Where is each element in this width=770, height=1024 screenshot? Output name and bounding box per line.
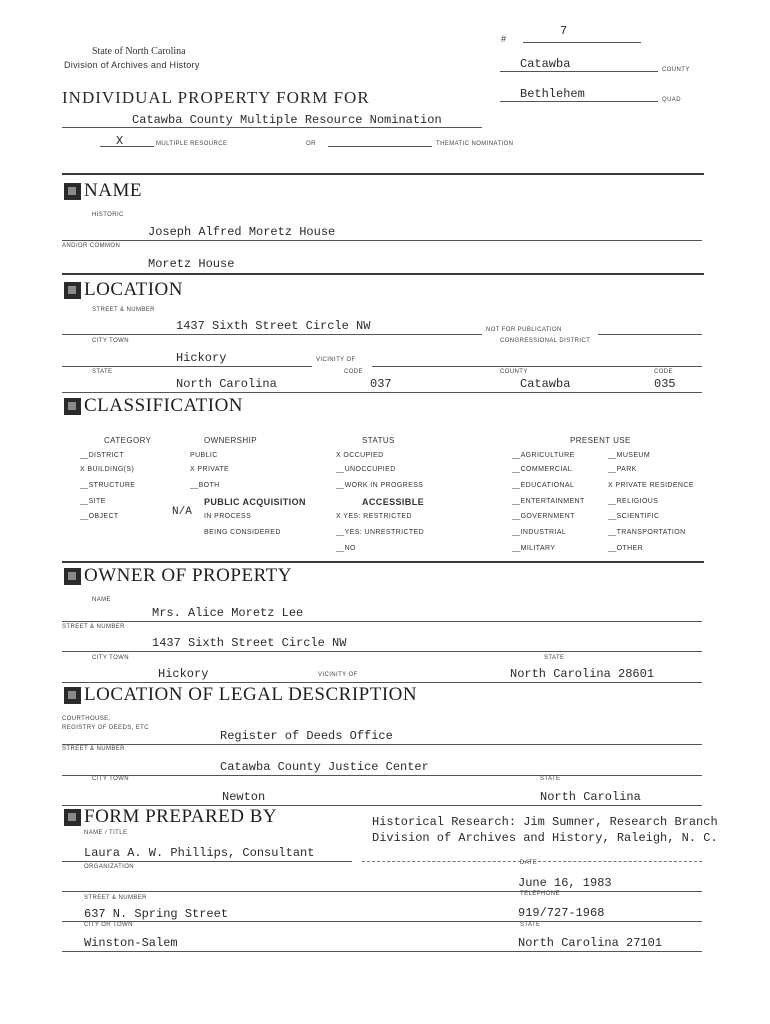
owner-city-label: CITY TOWN (92, 655, 129, 661)
county-label: COUNTY (500, 369, 528, 375)
section-rule (62, 173, 704, 175)
owner-state: North Carolina 28601 (510, 667, 655, 681)
status-item: X OCCUPIED (336, 452, 384, 459)
divider (500, 71, 658, 72)
present-use-item: __ENTERTAINMENT (512, 498, 585, 505)
telephone: 919/727-1968 (518, 906, 605, 920)
present-use-item: __INDUSTRIAL (512, 529, 567, 536)
present-use-item: X PRIVATE RESIDENCE (608, 482, 694, 489)
owner-city: Hickory (158, 667, 209, 681)
divider (62, 392, 702, 393)
divider (62, 921, 702, 922)
vicinity-label: VICINITY OF (316, 357, 356, 363)
classification-section-title: CLASSIFICATION (84, 395, 244, 416)
section-number-icon (64, 687, 81, 704)
county-code: 035 (654, 377, 676, 391)
divider (62, 651, 702, 652)
divider (62, 744, 702, 745)
form-title: INDIVIDUAL PROPERTY FORM FOR (62, 88, 370, 107)
legal-state-label: STATE (540, 776, 561, 782)
research-line-2: Division of Archives and History, Raleigh, N. C. (372, 831, 718, 845)
public-acquisition-item: IN PROCESS (204, 513, 252, 520)
state-label: STATE (92, 369, 113, 375)
courthouse-label: COURTHOUSE, (62, 716, 111, 722)
present-use-item: __MUSEUM (608, 452, 651, 459)
public-acquisition-item: BEING CONSIDERED (204, 529, 281, 536)
divider (372, 366, 702, 367)
divider (598, 334, 702, 335)
name-section-title: NAME (84, 180, 142, 201)
legal-section-title: LOCATION OF LEGAL DESCRIPTION (84, 684, 418, 705)
preparer-name: Laura A. W. Phillips, Consultant (84, 846, 315, 860)
present-use-item: __PARK (608, 466, 637, 473)
location-county: Catawba (520, 377, 571, 391)
ownership-item: __BOTH (190, 482, 220, 489)
legal-city-label: CITY TOWN (92, 776, 129, 782)
quad-label: QUAD (662, 97, 681, 103)
accessible-item: __NO (336, 545, 356, 552)
present-use-item: __SCIENTIFIC (608, 513, 660, 520)
section-number-icon (64, 568, 81, 585)
or-label: OR (306, 141, 316, 147)
legal-street: Catawba County Justice Center (220, 760, 429, 774)
congress-label: CONGRESSIONAL DISTRICT (500, 338, 591, 344)
prepared-city: Winston-Salem (84, 936, 178, 950)
county-label: COUNTY (662, 67, 690, 73)
prepared-section-title: FORM PREPARED BY (84, 806, 278, 827)
street-label: STREET & NUMBER (92, 307, 155, 313)
divider (62, 861, 352, 862)
city-label: CITY TOWN (92, 338, 129, 344)
category-item: __OBJECT (80, 513, 119, 520)
owner-section-title: OWNER OF PROPERTY (84, 565, 292, 586)
owner-state-label: STATE (544, 655, 565, 661)
ownership-label: OWNERSHIP (204, 436, 257, 445)
present-use-item: __COMMERCIAL (512, 466, 573, 473)
legal-city: Newton (222, 790, 266, 804)
prepared-city-label: CITY OR TOWN (84, 922, 133, 928)
present-use-item: __RELIGIOUS (608, 498, 659, 505)
public-acquisition-label: PUBLIC ACQUISITION (204, 497, 306, 507)
section-rule (62, 561, 704, 563)
section-number-icon (64, 398, 81, 415)
owner-street-label: STREET & NUMBER (62, 624, 125, 630)
owner-vicinity-label: VICINITY OF (318, 672, 358, 678)
status-item: __WORK IN PROGRESS (336, 482, 424, 489)
location-section-title: LOCATION (84, 279, 183, 300)
common-name: Moretz House (148, 257, 235, 271)
organization-label: ORGANIZATION (84, 864, 135, 870)
present-use-item: __EDUCATIONAL (512, 482, 575, 489)
divider (523, 42, 641, 43)
prepared-date: June 16, 1983 (518, 876, 612, 890)
accessible-item: X YES: RESTRICTED (336, 513, 412, 520)
form-number: 7 (560, 24, 568, 38)
category-item: __DISTRICT (80, 452, 125, 459)
legal-street-label: STREET & NUMBER (62, 746, 125, 752)
name-title-label: NAME / TITLE (84, 830, 128, 836)
division: Division of Archives and History (64, 60, 200, 70)
common-label: AND/OR COMMON (62, 243, 121, 249)
divider (62, 240, 702, 241)
location-state: North Carolina (176, 377, 277, 391)
header-quad: Bethlehem (520, 87, 585, 101)
divider (62, 366, 312, 367)
state-agency: State of North Carolina (92, 46, 186, 57)
category-item: __SITE (80, 498, 106, 505)
not-for-publication: NOT FOR PUBLICATION (486, 327, 562, 333)
location-street: 1437 Sixth Street Circle NW (176, 319, 371, 333)
present-use-item: __TRANSPORTATION (608, 529, 686, 536)
code-label: CODE (344, 369, 363, 375)
location-city: Hickory (176, 351, 227, 365)
divider (62, 334, 482, 335)
date-label: DATE (520, 860, 538, 866)
section-number-icon (64, 282, 81, 299)
legal-state: North Carolina (540, 790, 641, 804)
ownership-item: PUBLIC (190, 452, 218, 459)
owner-name: Mrs. Alice Moretz Lee (152, 606, 304, 620)
present-use-item: __AGRICULTURE (512, 452, 575, 459)
prepared-street: 637 N. Spring Street (84, 907, 229, 921)
prepared-street-label: STREET & NUMBER (84, 895, 147, 901)
divider (62, 621, 702, 622)
historic-label: HISTORIC (92, 212, 124, 218)
present-use-item: __MILITARY (512, 545, 556, 552)
status-label: STATUS (362, 436, 395, 445)
present-use-item: __OTHER (608, 545, 644, 552)
divider (62, 951, 702, 952)
accessible-item: __YES: UNRESTRICTED (336, 529, 425, 536)
multiple-resource-mark: X (116, 134, 124, 148)
divider (62, 682, 702, 683)
category-label: CATEGORY (104, 436, 152, 445)
status-item: __UNOCCUPIED (336, 466, 396, 473)
section-number-icon (64, 183, 81, 200)
prepared-state: North Carolina 27101 (518, 936, 663, 950)
registry: Register of Deeds Office (220, 729, 393, 743)
multiple-resource-label: MULTIPLE RESOURCE (156, 141, 228, 147)
divider (328, 146, 432, 147)
telephone-label: TELEPHONE (520, 891, 560, 897)
header-county: Catawba (520, 57, 571, 71)
research-line-1: Historical Research: Jim Sumner, Research Branch (372, 815, 718, 829)
divider (62, 775, 702, 776)
county-code-label: CODE (654, 369, 673, 375)
nomination-name: Catawba County Multiple Resource Nomination (132, 113, 442, 127)
registry-label: REGISTRY OF DEEDS, ETC (62, 725, 149, 731)
present-use-item: __GOVERNMENT (512, 513, 575, 520)
owner-street: 1437 Sixth Street Circle NW (152, 636, 347, 650)
present-use-label: PRESENT USE (570, 436, 631, 445)
divider (500, 101, 658, 102)
owner-name-label: NAME (92, 597, 111, 603)
state-code: 037 (370, 377, 392, 391)
divider (62, 127, 482, 128)
form-number-prefix: # (501, 34, 507, 44)
thematic-label: THEMATIC NOMINATION (436, 141, 514, 147)
historic-name: Joseph Alfred Moretz House (148, 225, 336, 239)
prepared-state-label: STATE (520, 922, 541, 928)
section-rule (62, 273, 704, 275)
section-number-icon (64, 809, 81, 826)
divider (100, 146, 154, 147)
divider (62, 891, 702, 892)
ownership-item: X PRIVATE (190, 466, 230, 473)
category-item: __STRUCTURE (80, 482, 136, 489)
category-item: X BUILDING(S) (80, 466, 135, 473)
accessible-label: ACCESSIBLE (362, 497, 425, 507)
na-mark: N/A (172, 506, 192, 518)
